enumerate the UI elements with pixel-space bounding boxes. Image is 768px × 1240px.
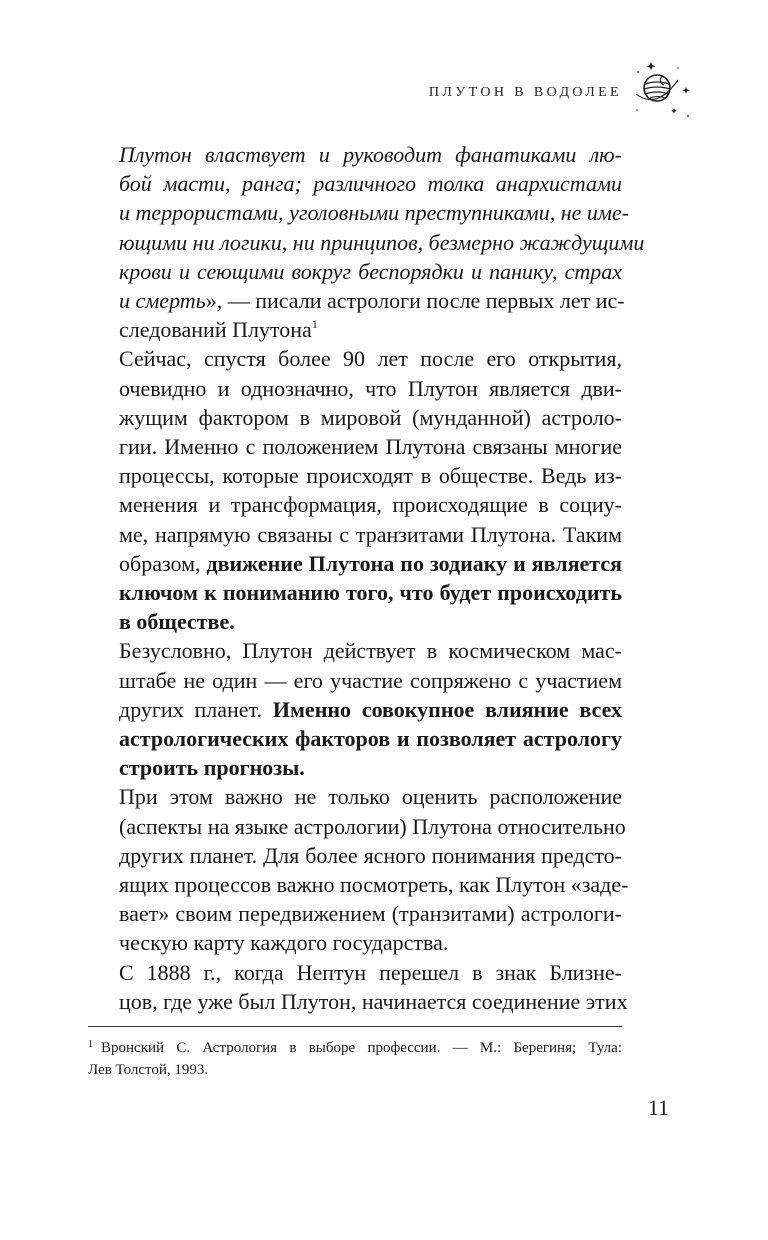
text-run: Именно совокупное влияние всех <box>272 696 623 722</box>
text-run: в обществе. <box>119 609 235 635</box>
text-run: С 1888 г., когда Нептун перешел в знак Близне- <box>119 959 622 985</box>
text-run: Безусловно, Плутон действует в космическом мас- <box>119 638 622 664</box>
text-run: гии. Именно с положением Плутона связаны многие <box>119 434 622 460</box>
text-line <box>88 432 622 461</box>
text-line <box>88 490 622 519</box>
footnote <box>88 1034 622 1081</box>
text-run: и смерть <box>119 288 206 314</box>
footnote-line-1 <box>88 1034 622 1059</box>
text-line <box>88 899 622 928</box>
paragraph <box>88 344 622 636</box>
text-line <box>88 695 622 724</box>
paragraph <box>88 636 622 782</box>
text-line <box>88 753 622 782</box>
page-header <box>0 78 768 108</box>
text-line <box>88 228 645 257</box>
footnote-divider <box>88 1026 622 1027</box>
text-line <box>88 198 630 227</box>
paragraph <box>88 782 629 957</box>
text-line <box>88 870 629 899</box>
text-run: ящих процессов важно посмотреть, как Плутон «заде- <box>119 872 629 898</box>
text-line <box>88 841 622 870</box>
text-run: При этом важно не только оценить расположение <box>119 784 622 810</box>
text-line <box>88 257 622 286</box>
page-number: 11 <box>647 1095 669 1120</box>
text-run: следований Плутона <box>119 317 312 343</box>
text-line <box>88 403 622 432</box>
text-line <box>88 461 622 490</box>
text-run: штабе не один — его участие сопряжено с участием <box>119 667 622 693</box>
text-line <box>88 928 622 957</box>
text-line <box>88 315 622 344</box>
text-line <box>88 812 626 841</box>
paragraph <box>88 140 645 344</box>
text-run: и террористами, уголовными преступниками, не име- <box>119 200 630 226</box>
footnote-mark: 1 <box>88 1039 93 1050</box>
text-run: астрологических факторов и позволяет астрологу <box>119 726 622 752</box>
text-line <box>88 987 628 1016</box>
text-run: ключом к пониманию того, что будет происходить <box>119 580 622 606</box>
text-line <box>88 666 622 695</box>
text-run: (аспекты на языке астрологии) Плутона относительно <box>119 813 626 839</box>
text-run: Плутон властвует и руководит фанатиками лю- <box>119 142 622 167</box>
text-run: жущим фактором в мировой (мунданной) астроло- <box>119 404 622 430</box>
text-run: ме, напрямую связаны с транзитами Плутона. Таким <box>119 521 622 547</box>
text-line <box>88 140 622 169</box>
text-run: Сейчас, спустя более 90 лет после его открытия, <box>119 346 622 372</box>
footnote-text: Вронский С. Астрология в выборе профессии. — М.: Берегиня; Тула: <box>101 1040 622 1056</box>
text-run: крови и сеющими вокруг беспорядки и панику, страх <box>119 258 622 284</box>
text-line <box>88 286 625 315</box>
text-run: ющими ни логики, ни принципов, безмерно жаждущими <box>119 229 645 255</box>
text-line <box>88 724 622 753</box>
text-run: бой масти, ранга; различного толка анархистами <box>119 171 622 197</box>
text-line <box>88 520 622 549</box>
text-line <box>88 636 622 665</box>
footnote-reference: 1 <box>311 317 318 332</box>
text-run: ческую карту каждого государства. <box>119 930 449 956</box>
text-run: », — писали астрологи после первых лет ис- <box>205 288 625 314</box>
text-line <box>88 169 622 198</box>
text-run: вает» своим передвижением (транзитами) астрологи- <box>119 901 622 927</box>
text-line <box>88 344 622 373</box>
running-head: ПЛУТОН В ВОДОЛЕЕ <box>428 85 622 100</box>
text-run: менения и трансформация, происходящие в социу- <box>119 492 622 518</box>
text-run: цов, где уже был Плутон, начинается соединение этих <box>119 988 628 1014</box>
text-run: других планет. Для более ясного понимания предсто- <box>119 842 622 868</box>
text-run: строить прогнозы. <box>119 755 305 781</box>
text-run: движение Плутона по зодиаку и является <box>206 550 622 576</box>
text-line <box>88 958 622 987</box>
text-run: процессы, которые происходят в обществе. Ведь из- <box>119 463 622 489</box>
text-run: очевидно и однозначно, что Плутон является дви- <box>119 375 622 401</box>
text-line <box>88 782 622 811</box>
text-line <box>88 374 622 403</box>
planet-with-stars-icon <box>632 60 698 124</box>
text-run: других планет. <box>119 696 273 722</box>
body-text <box>88 140 645 1016</box>
paragraph <box>88 958 628 1016</box>
text-line <box>88 578 622 607</box>
text-run: образом, <box>119 550 207 576</box>
footnote-line-2: Лев Толстой, 1993. <box>88 1062 209 1078</box>
text-line <box>88 549 622 578</box>
text-line <box>88 607 622 636</box>
